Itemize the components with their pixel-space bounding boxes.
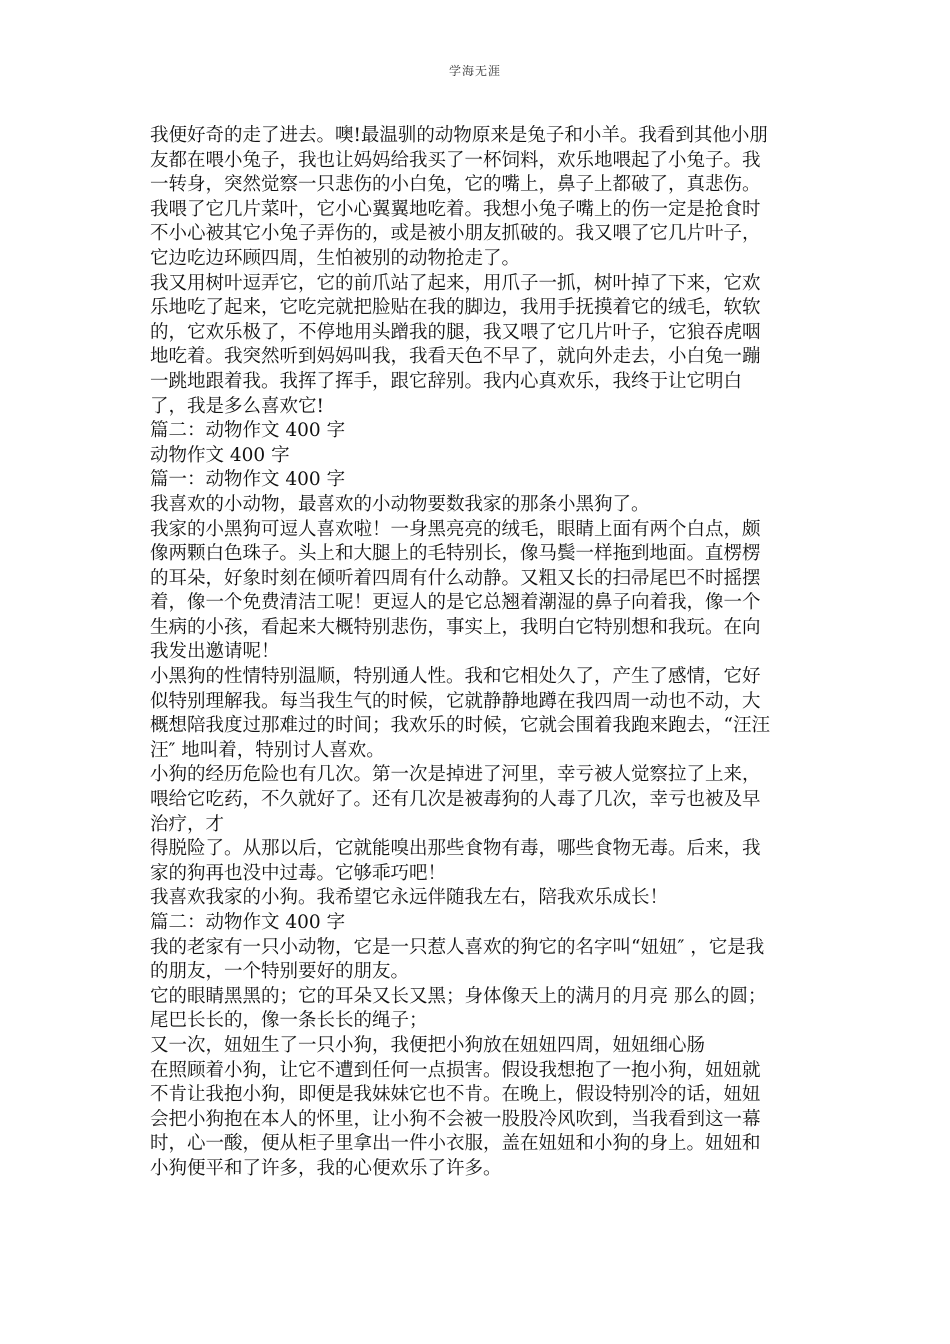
text-line: 汪″ 地叫着，特别讨人喜欢。 (150, 739, 385, 761)
text-line: 尾巴长长的，像一条长长的绳子； (150, 1010, 428, 1032)
text-line: 一转身，突然觉察一只悲伤的小白兔，它的嘴上，鼻子上都破了，真悲伤。 (150, 174, 761, 196)
text-line: 时，心一酸，便从柜子里拿出一件小衣服，盖在妞妞和小狗的身上。妞妞和 (150, 1133, 761, 1155)
text-line: 小黑狗的性情特别温顺，特别通人性。我和它相处久了，产生了感情，它好 (150, 666, 761, 688)
text-line: 地吃着。我突然听到妈妈叫我，我看天色不早了，就向外走去，小白兔一蹦 (150, 346, 761, 368)
text-line: 的耳朵，好象时刻在倾听着四周有什么动静。又粗又长的扫帚尾巴不时摇摆 (150, 567, 761, 589)
text-line: 了，我是多么喜欢它! (150, 395, 324, 417)
text-line: 我又用树叶逗弄它，它的前爪站了起来，用爪子一抓，树叶掉了下来，它欢 (150, 272, 761, 294)
text-line: 生病的小孩，看起来大概特别悲伤，事实上，我明白它特别想和我玩。在向 (150, 616, 761, 638)
text-line: 我家的小黑狗可逗人喜欢啦！一身黑亮亮的绒毛，眼睛上面有两个白点，颇 (150, 518, 761, 540)
text-line: 友都在喂小兔子，我也让妈妈给我买了一杯饲料，欢乐地喂起了小兔子。我 (150, 149, 761, 171)
section-heading: 篇二：动物作文 400 字 (150, 420, 346, 442)
section-heading: 篇一：动物作文 400 字 (150, 469, 346, 491)
text-line: 我喜欢我家的小狗。我希望它永远伴随我左右，陪我欢乐成长！ (150, 887, 669, 909)
text-line: 我发出邀请呢！ (150, 641, 280, 663)
text-line: 不小心被其它小兔子弄伤的，或是被小朋友抓破的。我又喂了它几片叶子， (150, 223, 761, 245)
text-line: 喂给它吃药，不久就好了。还有几次是被毒狗的人毒了几次，幸亏也被及早 (150, 789, 761, 811)
section-heading: 篇二：动物作文 400 字 (150, 912, 346, 933)
text-line: 又一次，妞妞生了一只小狗，我便把小狗放在妞妞四周，妞妞细心肠 (150, 1034, 706, 1056)
document-body (150, 124, 800, 1182)
text-line: 不肯让我抱小狗，即便是我妹妹它也不肯。在晚上，假设特别冷的话，妞妞 (150, 1084, 761, 1106)
text-line: 我喜欢的小动物，最喜欢的小动物要数我家的那条小黑狗了。 (150, 493, 650, 515)
text-line: 着，像一个免费清洁工呢！更逗人的是它总翘着潮湿的鼻子向着我，像一个 (150, 592, 761, 614)
text-line: 我的老家有一只小动物，它是一只惹人喜欢的狗它的名字叫“妞妞″ ，它是我 (150, 936, 765, 958)
text-line: 会把小狗抱在本人的怀里，让小狗不会被一股股冷风吹到，当我看到这一幕 (150, 1108, 761, 1130)
text-line: 概想陪我度过那难过的时间；我欢乐的时候，它就会围着我跑来跑去，“汪汪 (150, 715, 770, 737)
text-line: 小狗便平和了许多，我的心便欢乐了许多。 (150, 1157, 502, 1179)
section-heading: 动物作文 400 字 (150, 444, 290, 466)
text-line: 乐地吃了起来，它吃完就把脸贴在我的脚边，我用手抚摸着它的绒毛，软软 (150, 297, 761, 319)
text-line: 像两颗白色珠子。头上和大腿上的毛特别长，像马鬓一样拖到地面。直楞楞 (150, 543, 761, 565)
text-line: 得脱险了。从那以后，它就能嗅出那些食物有毒，哪些食物无毒。后来，我 (150, 838, 761, 860)
text-line: 它边吃边环顾四周，生怕被别的动物抢走了。 (150, 247, 521, 269)
text-line: 家的狗再也没中过毒。它够乖巧吧！ (150, 862, 447, 884)
text-line: 的，它欢乐极了，不停地用头蹭我的腿，我又喂了它几片叶子，它狼吞虎咽 (150, 321, 761, 343)
text-line: 在照顾着小狗，让它不遭到任何一点损害。假设我想抱了一抱小狗，妞妞就 (150, 1059, 761, 1081)
text-line: 一跳地跟着我。我挥了挥手，跟它辞别。我内心真欢乐，我终于让它明白 (150, 370, 743, 392)
text-line: 我便好奇的走了进去。噢!最温驯的动物原来是兔子和小羊。我看到其他小朋 (150, 125, 768, 146)
text-line: 似特别理解我。每当我生气的时候，它就静静地蹲在我四周一动也不动，大 (150, 690, 761, 712)
text-line: 我喂了它几片菜叶，它小心翼翼地吃着。我想小兔子嘴上的伤一定是抢食时 (150, 198, 761, 220)
page-header: 学海无涯 (448, 64, 501, 78)
text-line: 的朋友，一个特别要好的朋友。 (150, 961, 410, 983)
text-line: 它的眼睛黑黑的；它的耳朵又长又黑；身体像天上的满月的月亮 那么的圆； (150, 985, 767, 1007)
text-line: 小狗的经历危险也有几次。第一次是掉进了河里，幸亏被人觉察拉了上来， (150, 764, 761, 786)
text-line: 治疗，才 (150, 813, 225, 835)
